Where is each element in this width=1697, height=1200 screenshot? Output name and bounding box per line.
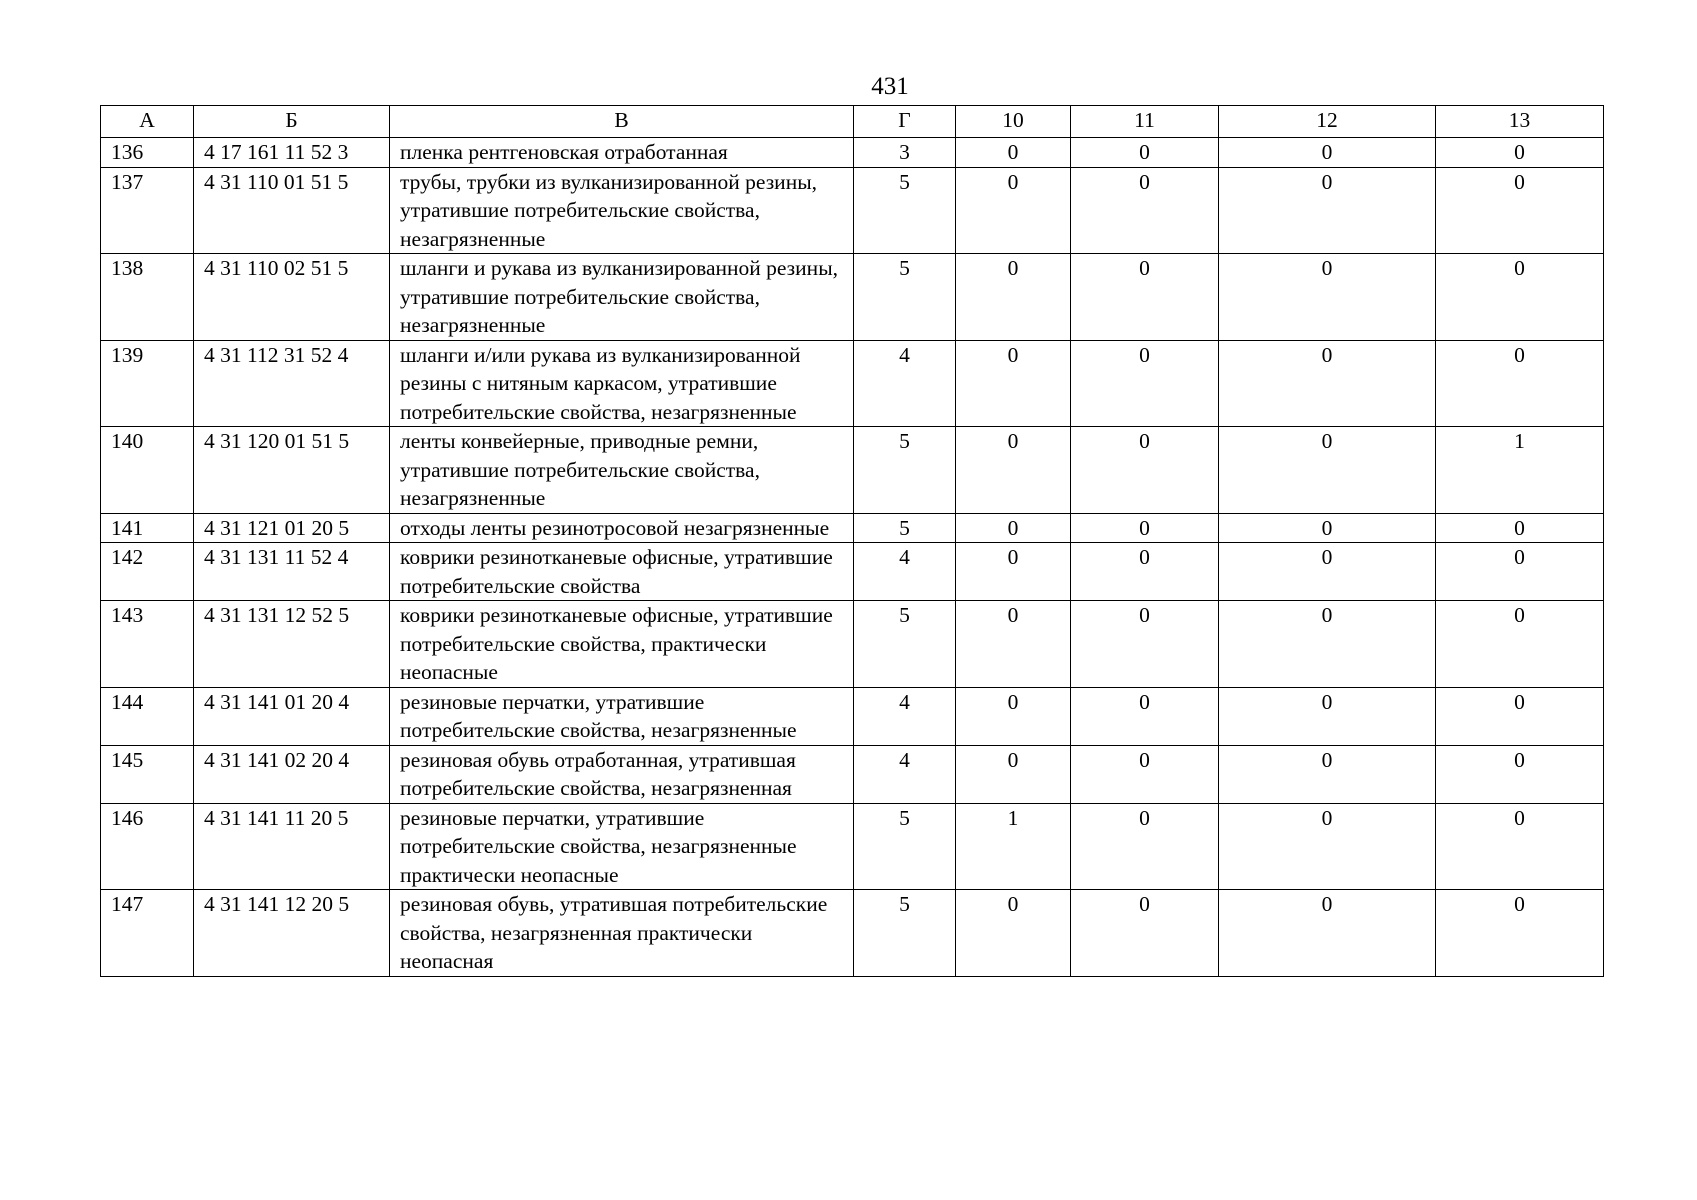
cell-col-12: 0 — [1219, 803, 1436, 890]
cell-row-number: 138 — [101, 254, 194, 341]
table-row — [101, 427, 1604, 514]
cell-col-11: 0 — [1071, 254, 1219, 341]
cell-col-11: 0 — [1071, 543, 1219, 601]
cell-row-number: 147 — [101, 890, 194, 977]
cell-col-12: 0 — [1219, 254, 1436, 341]
cell-waste-code: 4 31 141 01 20 4 — [194, 687, 390, 745]
cell-hazard-class: 5 — [854, 254, 956, 341]
cell-col-11: 0 — [1071, 687, 1219, 745]
cell-waste-code: 4 31 141 02 20 4 — [194, 745, 390, 803]
table-body — [101, 138, 1604, 977]
table-row — [101, 803, 1604, 890]
cell-waste-name: коврики резинотканевые офисные, утратившие потребительские свойства, практически неопасные — [390, 601, 854, 688]
table-row — [101, 543, 1604, 601]
table-row — [101, 254, 1604, 341]
table-header-row — [101, 106, 1604, 138]
column-header-11: 11 — [1071, 106, 1219, 138]
cell-waste-name: коврики резинотканевые офисные, утратившие потребительские свойства — [390, 543, 854, 601]
cell-col-10: 0 — [956, 254, 1071, 341]
cell-col-13: 0 — [1436, 167, 1604, 254]
cell-waste-name: резиновые перчатки, утратившие потребительские свойства, незагрязненные практически неопасные — [390, 803, 854, 890]
cell-row-number: 146 — [101, 803, 194, 890]
column-header-12: 12 — [1219, 106, 1436, 138]
cell-col-12: 0 — [1219, 543, 1436, 601]
cell-col-12: 0 — [1219, 340, 1436, 427]
cell-waste-name: шланги и рукава из вулканизированной резины, утратившие потребительские свойства, незагрязненные — [390, 254, 854, 341]
table-row — [101, 601, 1604, 688]
cell-col-13: 0 — [1436, 543, 1604, 601]
cell-col-12: 0 — [1219, 427, 1436, 514]
cell-col-11: 0 — [1071, 138, 1219, 168]
cell-waste-code: 4 31 131 12 52 5 — [194, 601, 390, 688]
cell-col-11: 0 — [1071, 340, 1219, 427]
cell-waste-name: ленты конвейерные, приводные ремни, утратившие потребительские свойства, незагрязненные — [390, 427, 854, 514]
column-header-a: А — [101, 106, 194, 138]
cell-row-number: 139 — [101, 340, 194, 427]
cell-col-12: 0 — [1219, 687, 1436, 745]
cell-waste-code: 4 17 161 11 52 3 — [194, 138, 390, 168]
column-header-10: 10 — [956, 106, 1071, 138]
cell-hazard-class: 5 — [854, 513, 956, 543]
cell-col-13: 0 — [1436, 601, 1604, 688]
cell-col-11: 0 — [1071, 890, 1219, 977]
cell-col-11: 0 — [1071, 803, 1219, 890]
cell-waste-name: резиновые перчатки, утратившие потребительские свойства, незагрязненные — [390, 687, 854, 745]
cell-hazard-class: 5 — [854, 601, 956, 688]
cell-col-10: 0 — [956, 427, 1071, 514]
cell-row-number: 144 — [101, 687, 194, 745]
cell-waste-name: отходы ленты резинотросовой незагрязненные — [390, 513, 854, 543]
cell-hazard-class: 4 — [854, 687, 956, 745]
column-header-13: 13 — [1436, 106, 1604, 138]
cell-col-11: 0 — [1071, 167, 1219, 254]
cell-waste-code: 4 31 110 02 51 5 — [194, 254, 390, 341]
cell-waste-name: пленка рентгеновская отработанная — [390, 138, 854, 168]
cell-hazard-class: 3 — [854, 138, 956, 168]
cell-waste-code: 4 31 120 01 51 5 — [194, 427, 390, 514]
page-number: 431 — [871, 73, 909, 100]
cell-col-11: 0 — [1071, 513, 1219, 543]
cell-col-12: 0 — [1219, 745, 1436, 803]
cell-waste-name: резиновая обувь, утратившая потребительские свойства, незагрязненная практически неопасная — [390, 890, 854, 977]
table-row — [101, 745, 1604, 803]
cell-row-number: 143 — [101, 601, 194, 688]
cell-col-11: 0 — [1071, 601, 1219, 688]
cell-waste-code: 4 31 131 11 52 4 — [194, 543, 390, 601]
cell-col-13: 0 — [1436, 890, 1604, 977]
cell-waste-name: трубы, трубки из вулканизированной резины, утратившие потребительские свойства, незагрязненные — [390, 167, 854, 254]
cell-waste-code: 4 31 141 11 20 5 — [194, 803, 390, 890]
cell-col-12: 0 — [1219, 890, 1436, 977]
column-header-v: В — [390, 106, 854, 138]
cell-col-10: 0 — [956, 340, 1071, 427]
cell-hazard-class: 4 — [854, 340, 956, 427]
cell-col-13: 0 — [1436, 254, 1604, 341]
cell-waste-name: резиновая обувь отработанная, утратившая потребительские свойства, незагрязненная — [390, 745, 854, 803]
table-row — [101, 513, 1604, 543]
cell-col-10: 0 — [956, 167, 1071, 254]
cell-col-10: 0 — [956, 138, 1071, 168]
column-header-b: Б — [194, 106, 390, 138]
cell-col-12: 0 — [1219, 167, 1436, 254]
table-row — [101, 167, 1604, 254]
cell-col-11: 0 — [1071, 427, 1219, 514]
cell-waste-code: 4 31 112 31 52 4 — [194, 340, 390, 427]
cell-col-10: 0 — [956, 890, 1071, 977]
waste-classification-table — [100, 105, 1604, 977]
table-row — [101, 890, 1604, 977]
cell-waste-code: 4 31 110 01 51 5 — [194, 167, 390, 254]
cell-col-11: 0 — [1071, 745, 1219, 803]
cell-waste-code: 4 31 141 12 20 5 — [194, 890, 390, 977]
cell-waste-code: 4 31 121 01 20 5 — [194, 513, 390, 543]
table-row — [101, 687, 1604, 745]
cell-hazard-class: 4 — [854, 543, 956, 601]
cell-hazard-class: 4 — [854, 745, 956, 803]
cell-hazard-class: 5 — [854, 890, 956, 977]
cell-waste-name: шланги и/или рукава из вулканизированной резины с нитяным каркасом, утратившие потребительские свойства, незагрязненные — [390, 340, 854, 427]
cell-col-10: 0 — [956, 601, 1071, 688]
cell-row-number: 140 — [101, 427, 194, 514]
cell-col-13: 0 — [1436, 138, 1604, 168]
cell-hazard-class: 5 — [854, 803, 956, 890]
cell-col-12: 0 — [1219, 601, 1436, 688]
cell-col-13: 0 — [1436, 803, 1604, 890]
cell-row-number: 142 — [101, 543, 194, 601]
cell-col-13: 0 — [1436, 340, 1604, 427]
cell-col-10: 0 — [956, 745, 1071, 803]
cell-hazard-class: 5 — [854, 427, 956, 514]
cell-col-12: 0 — [1219, 513, 1436, 543]
cell-hazard-class: 5 — [854, 167, 956, 254]
cell-col-13: 0 — [1436, 687, 1604, 745]
cell-row-number: 145 — [101, 745, 194, 803]
table-row — [101, 138, 1604, 168]
cell-col-10: 0 — [956, 687, 1071, 745]
cell-col-10: 1 — [956, 803, 1071, 890]
cell-row-number: 136 — [101, 138, 194, 168]
cell-col-10: 0 — [956, 513, 1071, 543]
cell-col-13: 1 — [1436, 427, 1604, 514]
cell-col-13: 0 — [1436, 513, 1604, 543]
column-header-g: Г — [854, 106, 956, 138]
cell-col-13: 0 — [1436, 745, 1604, 803]
cell-row-number: 137 — [101, 167, 194, 254]
cell-col-12: 0 — [1219, 138, 1436, 168]
table-row — [101, 340, 1604, 427]
cell-col-10: 0 — [956, 543, 1071, 601]
cell-row-number: 141 — [101, 513, 194, 543]
